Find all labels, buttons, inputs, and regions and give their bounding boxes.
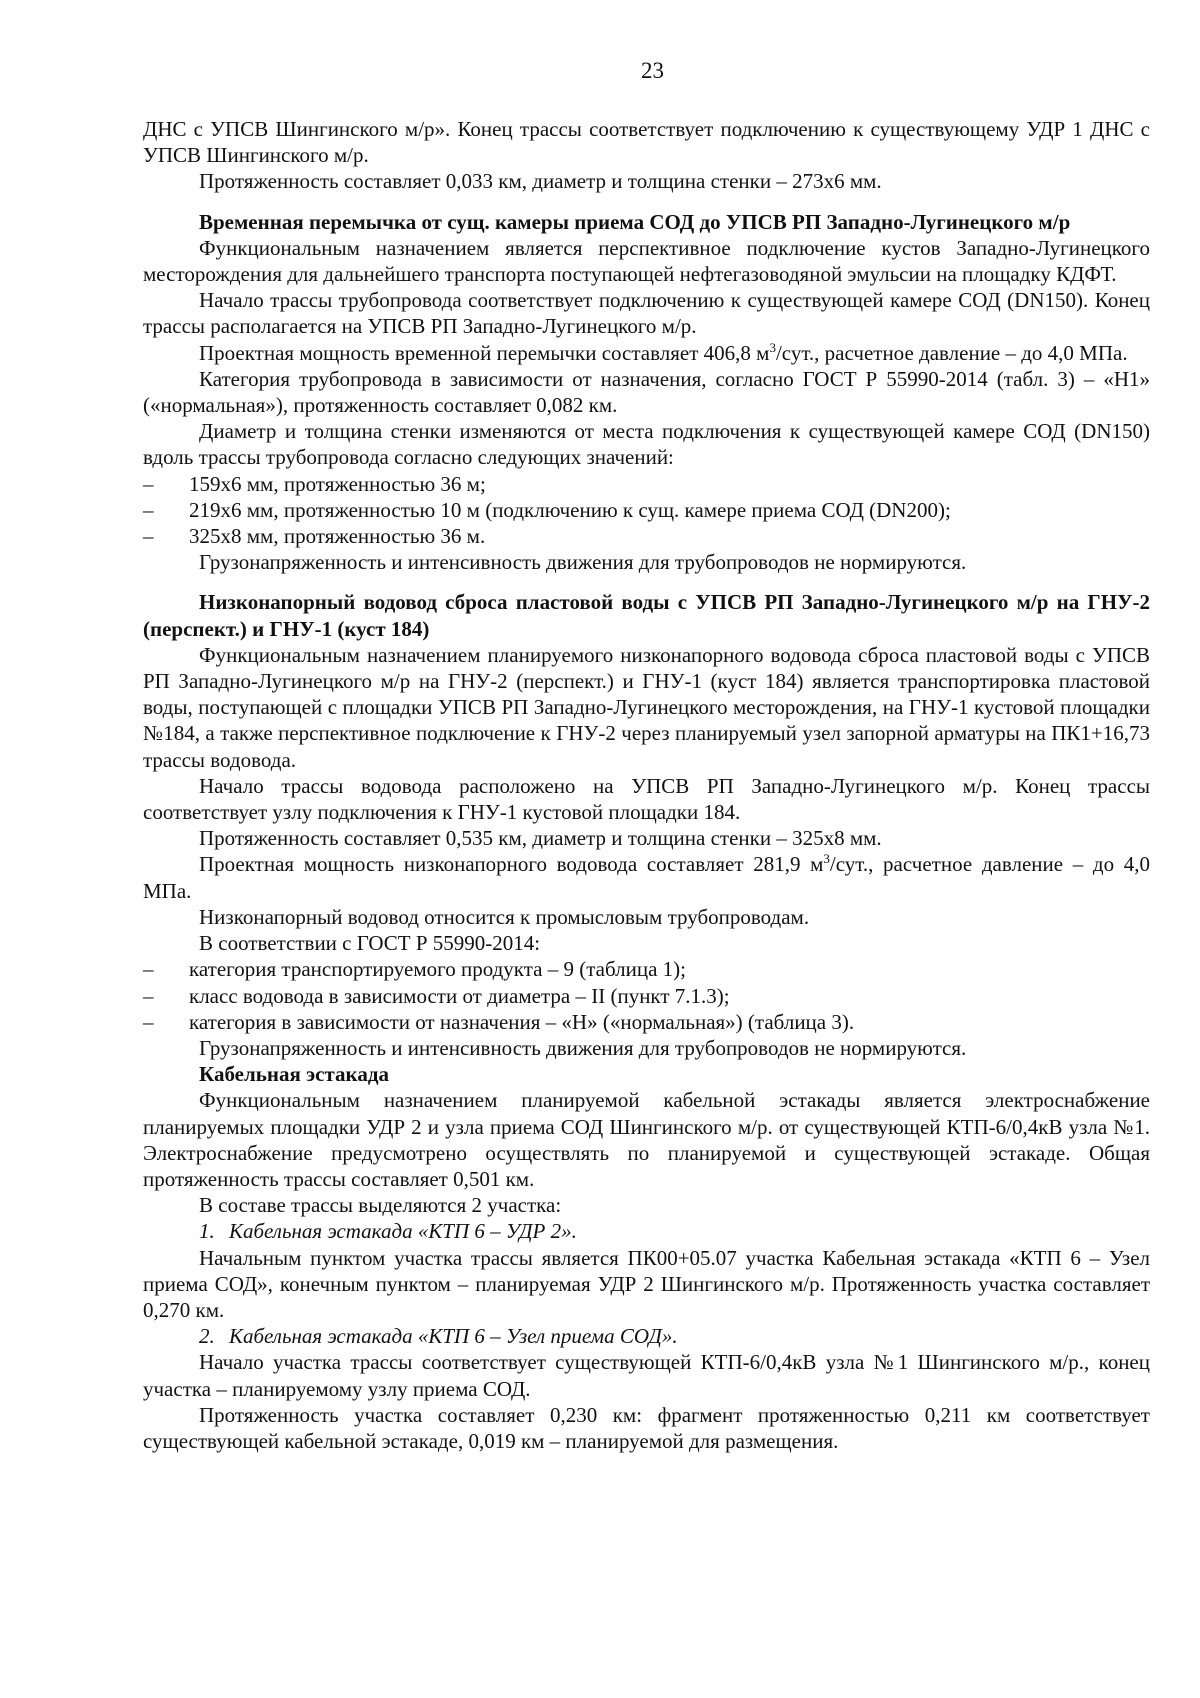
list-item-text: категория в зависимости от назначения – «Н» («нормальная») (таблица 3). [189, 1009, 855, 1034]
paragraph: Грузонапряженность и интенсивность движения для трубопроводов не нормируются. [199, 1035, 967, 1060]
paragraph: В составе трассы выделяются 2 участка: [199, 1193, 562, 1218]
paragraph: Начало трассы водовода расположено на УПСВ РП Западно-Лугинецкого м/р. Конец трассы соответствует узлу подключения к ГНУ-1 кустовой площадки 184. [143, 773, 1150, 825]
paragraph: Начало трассы трубопровода соответствует подключению к существующей камере СОД (DN150). Конец трассы располагается на УПСВ РП Западно-Лугинецкого м/р. [143, 288, 1150, 339]
paragraph: Протяженность составляет 0,535 км, диаметр и толщина стенки – 325х8 мм. [199, 826, 882, 851]
paragraph: Функциональным назначением планируемого низконапорного водовода сброса пластовой воды с УПСВ РП Западно-Лугинецкого м/р на ГНУ-2 (перспект.) и ГНУ-1 (куст 184) является транспортировка пластовой воды, поступающей с площадки УПСВ РП Западно-Лугинецкого месторождения, на ГНУ-1 кустовой площадки №184, а также перспективное подключение к ГНУ-2 через планируемый узел запорной арматуры на ПК1+16,73 трассы водовода. [143, 642, 1150, 772]
dash-bullet: – [143, 524, 154, 549]
list-item [143, 523, 1150, 549]
superscript: 3 [769, 339, 776, 355]
paragraph [143, 851, 1150, 903]
paragraph: Начало участка трассы соответствует существующей КТП-6/0,4кВ узла №1 Шингинского м/р., конец участка – планируемому узлу приема СОД. [143, 1350, 1150, 1401]
list-item [143, 956, 1150, 982]
dash-bullet: – [143, 983, 154, 1008]
list-item [143, 983, 1150, 1009]
dash-bullet: – [143, 497, 154, 522]
paragraph: В соответствии с ГОСТ Р 55990-2014: [199, 931, 541, 956]
paragraph-text: Проектная мощность низконапорного водовода составляет 281,9 м [199, 852, 824, 877]
numbered-subheading [143, 1323, 1150, 1349]
paragraph: Функциональным назначением планируемой кабельной эстакады является электроснабжение планируемых площадки УДР 2 и узла приема СОД Шингинского м/р. от существующей КТП-6/0,4кВ узла №1. Электроснабжение предусмотрено осуществлять по планируемой и существующей эстакаде. Общая протяженность трассы составляет 0,501 км. [143, 1088, 1150, 1191]
paragraph-text: /сут., расчетное давление – до 4,0 МПа. [143, 852, 1151, 903]
item-number: 1. [199, 1219, 215, 1244]
dash-bullet: – [143, 471, 154, 496]
list-item [143, 471, 1150, 497]
item-title: Кабельная эстакада «КТП 6 – УДР 2». [229, 1219, 577, 1244]
numbered-subheading [143, 1218, 1150, 1244]
paragraph: Протяженность составляет 0,033 км, диаметр и толщина стенки – 273х6 мм. [199, 169, 882, 194]
section-heading: Временная перемычка от сущ. камеры приема СОД до УПСВ РП Западно-Лугинецкого м/р [199, 209, 1071, 234]
page-number: 23 [641, 58, 664, 83]
section-heading: Кабельная эстакада [199, 1062, 389, 1087]
paragraph: Диаметр и толщина стенки изменяются от места подключения к существующей камере СОД (DN150) вдоль трассы трубопровода согласно следующих значений: [143, 419, 1150, 470]
document-body [143, 116, 1150, 1454]
paragraph-text: /сут., расчетное давление – до 4,0 МПа. [775, 340, 1128, 365]
item-number: 2. [199, 1324, 215, 1349]
section-heading: Низконапорный водовод сброса пластовой воды с УПСВ РП Западно-Лугинецкого м/р на ГНУ-2 (перспект.) и ГНУ-1 (куст 184) [143, 590, 1150, 641]
paragraph-text: Проектная мощность временной перемычки составляет 406,8 м [199, 340, 770, 365]
dash-bullet: – [143, 1009, 154, 1034]
paragraph: Грузонапряженность и интенсивность движения для трубопроводов не нормируются. [199, 550, 967, 575]
list-item [143, 1009, 1150, 1035]
paragraph [143, 340, 1150, 366]
paragraph: Функциональным назначением является перспективное подключение кустов Западно-Лугинецкого месторождения для дальнейшего транспорта поступающей нефтегазоводяной эмульсии на площадку КДФТ. [143, 235, 1150, 287]
paragraph: ДНС с УПСВ Шингинского м/р». Конец трассы соответствует подключению к существующему УДР 1 ДНС с УПСВ Шингинского м/р. [143, 117, 1150, 168]
list-item [143, 497, 1150, 523]
paragraph: Протяженность участка составляет 0,230 км: фрагмент протяженностью 0,211 км соответствует существующей кабельной эстакаде, 0,019 км – планируемой для размещения. [143, 1402, 1150, 1453]
dash-bullet: – [143, 957, 154, 982]
item-title: Кабельная эстакада «КТП 6 – Узел приема СОД». [229, 1324, 678, 1349]
list-item-text: 159х6 мм, протяженностью 36 м; [189, 471, 486, 496]
paragraph: Низконапорный водовод относится к промысловым трубопроводам. [199, 904, 810, 929]
list-item-text: категория транспортируемого продукта – 9 (таблица 1); [189, 957, 686, 982]
list-item-text: класс водовода в зависимости от диаметра – II (пункт 7.1.3); [189, 983, 730, 1008]
list-item-text: 325х8 мм, протяженностью 36 м. [189, 524, 486, 549]
list-item-text: 219х6 мм, протяженностью 10 м (подключению к сущ. камере приема СОД (DN200); [189, 497, 951, 522]
paragraph: Категория трубопровода в зависимости от назначения, согласно ГОСТ Р 55990-2014 (табл. 3) – «Н1» («нормальная»), протяженность составляет 0,082 км. [143, 366, 1150, 418]
paragraph: Начальным пунктом участка трассы является ПК00+05.07 участка Кабельная эстакада «КТП 6 – Узел приема СОД», конечным пунктом – планируемая УДР 2 Шингинского м/р. Протяженность участка составляет 0,270 км. [143, 1245, 1150, 1322]
superscript: 3 [823, 851, 830, 867]
